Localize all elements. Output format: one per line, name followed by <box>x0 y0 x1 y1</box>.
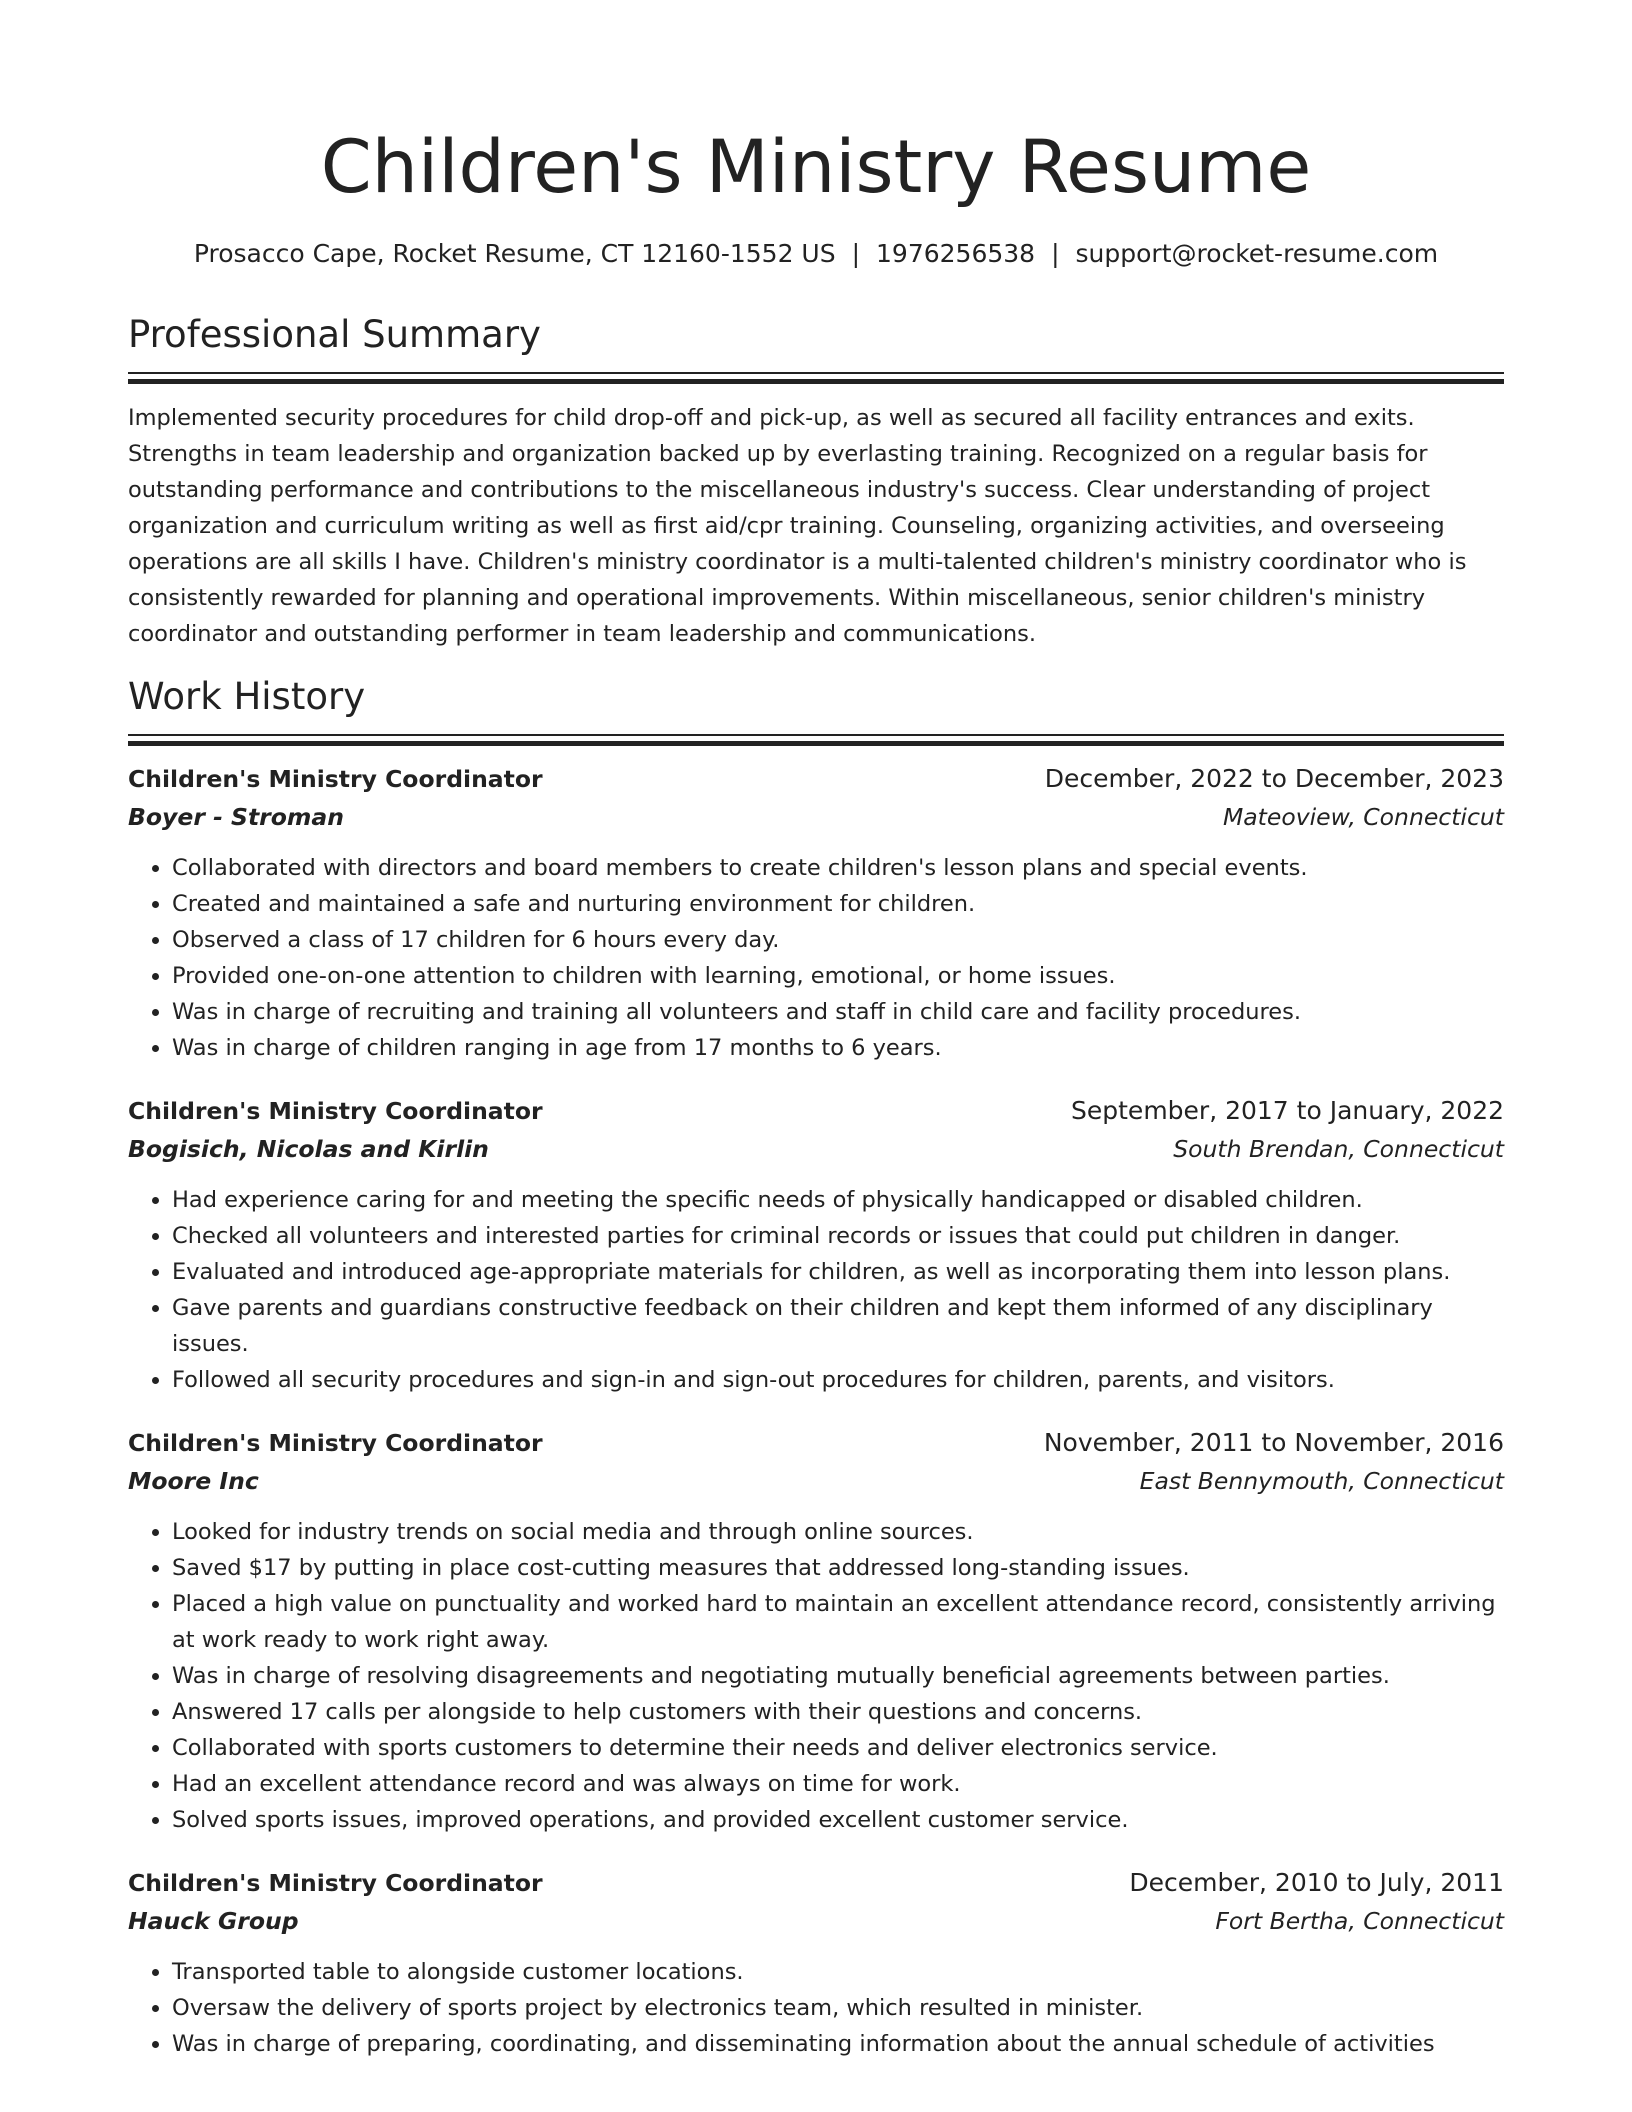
contact-line <box>128 238 1504 270</box>
job-title: Children's Ministry Coordinator <box>128 765 543 793</box>
job-bullet-list <box>128 1514 1504 1838</box>
job-bullet: • Oversaw the delivery of sports project by electronics team, which resulted in minister. <box>172 1990 1504 2026</box>
section-divider-thin <box>128 734 1504 736</box>
job-bullet: • Observed a class of 17 children for 6 hours every day. <box>172 922 1504 958</box>
job-header-row <box>128 760 1504 798</box>
job-location: Fort Bertha, Connecticut <box>1215 1907 1504 1935</box>
job-company: Boyer - Stroman <box>128 803 344 831</box>
job-bullet: • Collaborated with directors and board members to create children's lesson plans and special events. <box>172 850 1504 886</box>
job-location: East Bennymouth, Connecticut <box>1139 1467 1504 1495</box>
job-company-row <box>128 1462 1504 1500</box>
job-bullet: • Checked all volunteers and interested parties for criminal records or issues that could put children in danger. <box>172 1218 1504 1254</box>
section-divider-thin <box>128 372 1504 374</box>
job-entry <box>128 1092 1504 1398</box>
job-bullet: • Answered 17 calls per alongside to help customers with their questions and concerns. <box>172 1694 1504 1730</box>
job-bullet: • Collaborated with sports customers to determine their needs and deliver electronics service. <box>172 1730 1504 1766</box>
job-bullet: • Evaluated and introduced age-appropriate materials for children, as well as incorporating them into lesson plans. <box>172 1254 1504 1290</box>
resume-title: Children's Ministry Resume <box>320 125 1312 210</box>
professional-summary-section <box>128 312 1504 652</box>
job-company-row <box>128 1902 1504 1940</box>
section-divider-thick <box>128 741 1504 746</box>
contact-separator: | <box>1051 239 1060 268</box>
job-dates: December, 2010 to July, 2011 <box>1129 1868 1504 1897</box>
job-bullet: • Had an excellent attendance record and was always on time for work. <box>172 1766 1504 1802</box>
job-company: Bogisich, Nicolas and Kirlin <box>128 1135 489 1163</box>
job-title: Children's Ministry Coordinator <box>128 1869 543 1897</box>
job-bullet: • Was in charge of preparing, coordinating, and disseminating information about the annual schedule of activities <box>172 2026 1504 2062</box>
section-heading-work-history: Work History <box>128 675 366 718</box>
job-entry <box>128 1864 1504 2062</box>
job-bullet: • Looked for industry trends on social media and through online sources. <box>172 1514 1504 1550</box>
job-bullet: • Was in charge of resolving disagreements and negotiating mutually beneficial agreements between parties. <box>172 1658 1504 1694</box>
job-bullet: • Had experience caring for and meeting the specific needs of physically handicapped or disabled children. <box>172 1182 1504 1218</box>
job-title: Children's Ministry Coordinator <box>128 1429 543 1457</box>
job-bullet: • Transported table to alongside customer locations. <box>172 1954 1504 1990</box>
job-entry <box>128 760 1504 1066</box>
job-location: Mateoview, Connecticut <box>1222 803 1504 831</box>
job-location: South Brendan, Connecticut <box>1173 1135 1504 1163</box>
job-bullet: • Provided one-on-one attention to children with learning, emotional, or home issues. <box>172 958 1504 994</box>
job-title: Children's Ministry Coordinator <box>128 1097 543 1125</box>
job-bullet: • Saved $17 by putting in place cost-cutting measures that addressed long-standing issues. <box>172 1550 1504 1586</box>
contact-separator: | <box>851 239 861 268</box>
job-header-row <box>128 1092 1504 1130</box>
job-bullet-list <box>128 850 1504 1066</box>
job-bullet: • Created and maintained a safe and nurturing environment for children. <box>172 886 1504 922</box>
job-dates: December, 2022 to December, 2023 <box>1044 764 1504 793</box>
job-bullet-list <box>128 1954 1504 2062</box>
job-bullet: • Was in charge of recruiting and training all volunteers and staff in child care and facility procedures. <box>172 994 1504 1030</box>
section-divider-thick <box>128 379 1504 384</box>
job-company-row <box>128 1130 1504 1168</box>
job-dates: November, 2011 to November, 2016 <box>1043 1428 1504 1457</box>
job-header-row <box>128 1424 1504 1462</box>
contact-address: Prosacco Cape, Rocket Resume, CT 12160-1552 US <box>193 239 836 268</box>
contact-phone: 1976256538 <box>876 239 1036 268</box>
section-heading-summary: Professional Summary <box>128 313 541 356</box>
job-bullet: • Was in charge of children ranging in age from 17 months to 6 years. <box>172 1030 1504 1066</box>
job-company: Hauck Group <box>128 1907 299 1935</box>
job-entry <box>128 1424 1504 1838</box>
job-dates: September, 2017 to January, 2022 <box>1071 1096 1504 1125</box>
job-company-row <box>128 798 1504 836</box>
summary-text: Implemented security procedures for child drop-off and pick-up, as well as secured all facility entrances and exits. Strengths in team leadership and organization backed up by everlasting training. Recognized on a regular basis for outstanding performance and contributions to the miscellaneous industry's success. Clear understanding of project organization and curriculum writing as well as first aid/cpr training. Counseling, organizing activities, and overseeing operations are all skills I have. Children's ministry coordinator is a multi-talented children's ministry coordinator who is consistently rewarded for planning and operational improvements. Within miscellaneous, senior children's ministry coordinator and outstanding performer in team leadership and communications. <box>128 405 1467 647</box>
job-bullet: • Followed all security procedures and sign-in and sign-out procedures for children, parents, and visitors. <box>172 1362 1504 1398</box>
job-header-row <box>128 1864 1504 1902</box>
work-history-section <box>128 674 1504 2062</box>
job-company: Moore Inc <box>128 1467 259 1495</box>
contact-email: support@rocket-resume.com <box>1075 239 1439 268</box>
job-bullet: • Placed a high value on punctuality and worked hard to maintain an excellent attendance record, consistently arriving at work ready to work right away. <box>172 1586 1504 1658</box>
job-bullet: • Solved sports issues, improved operations, and provided excellent customer service. <box>172 1802 1504 1838</box>
job-bullet-list <box>128 1182 1504 1398</box>
job-bullet: • Gave parents and guardians constructive feedback on their children and kept them informed of any disciplinary issues. <box>172 1290 1504 1362</box>
